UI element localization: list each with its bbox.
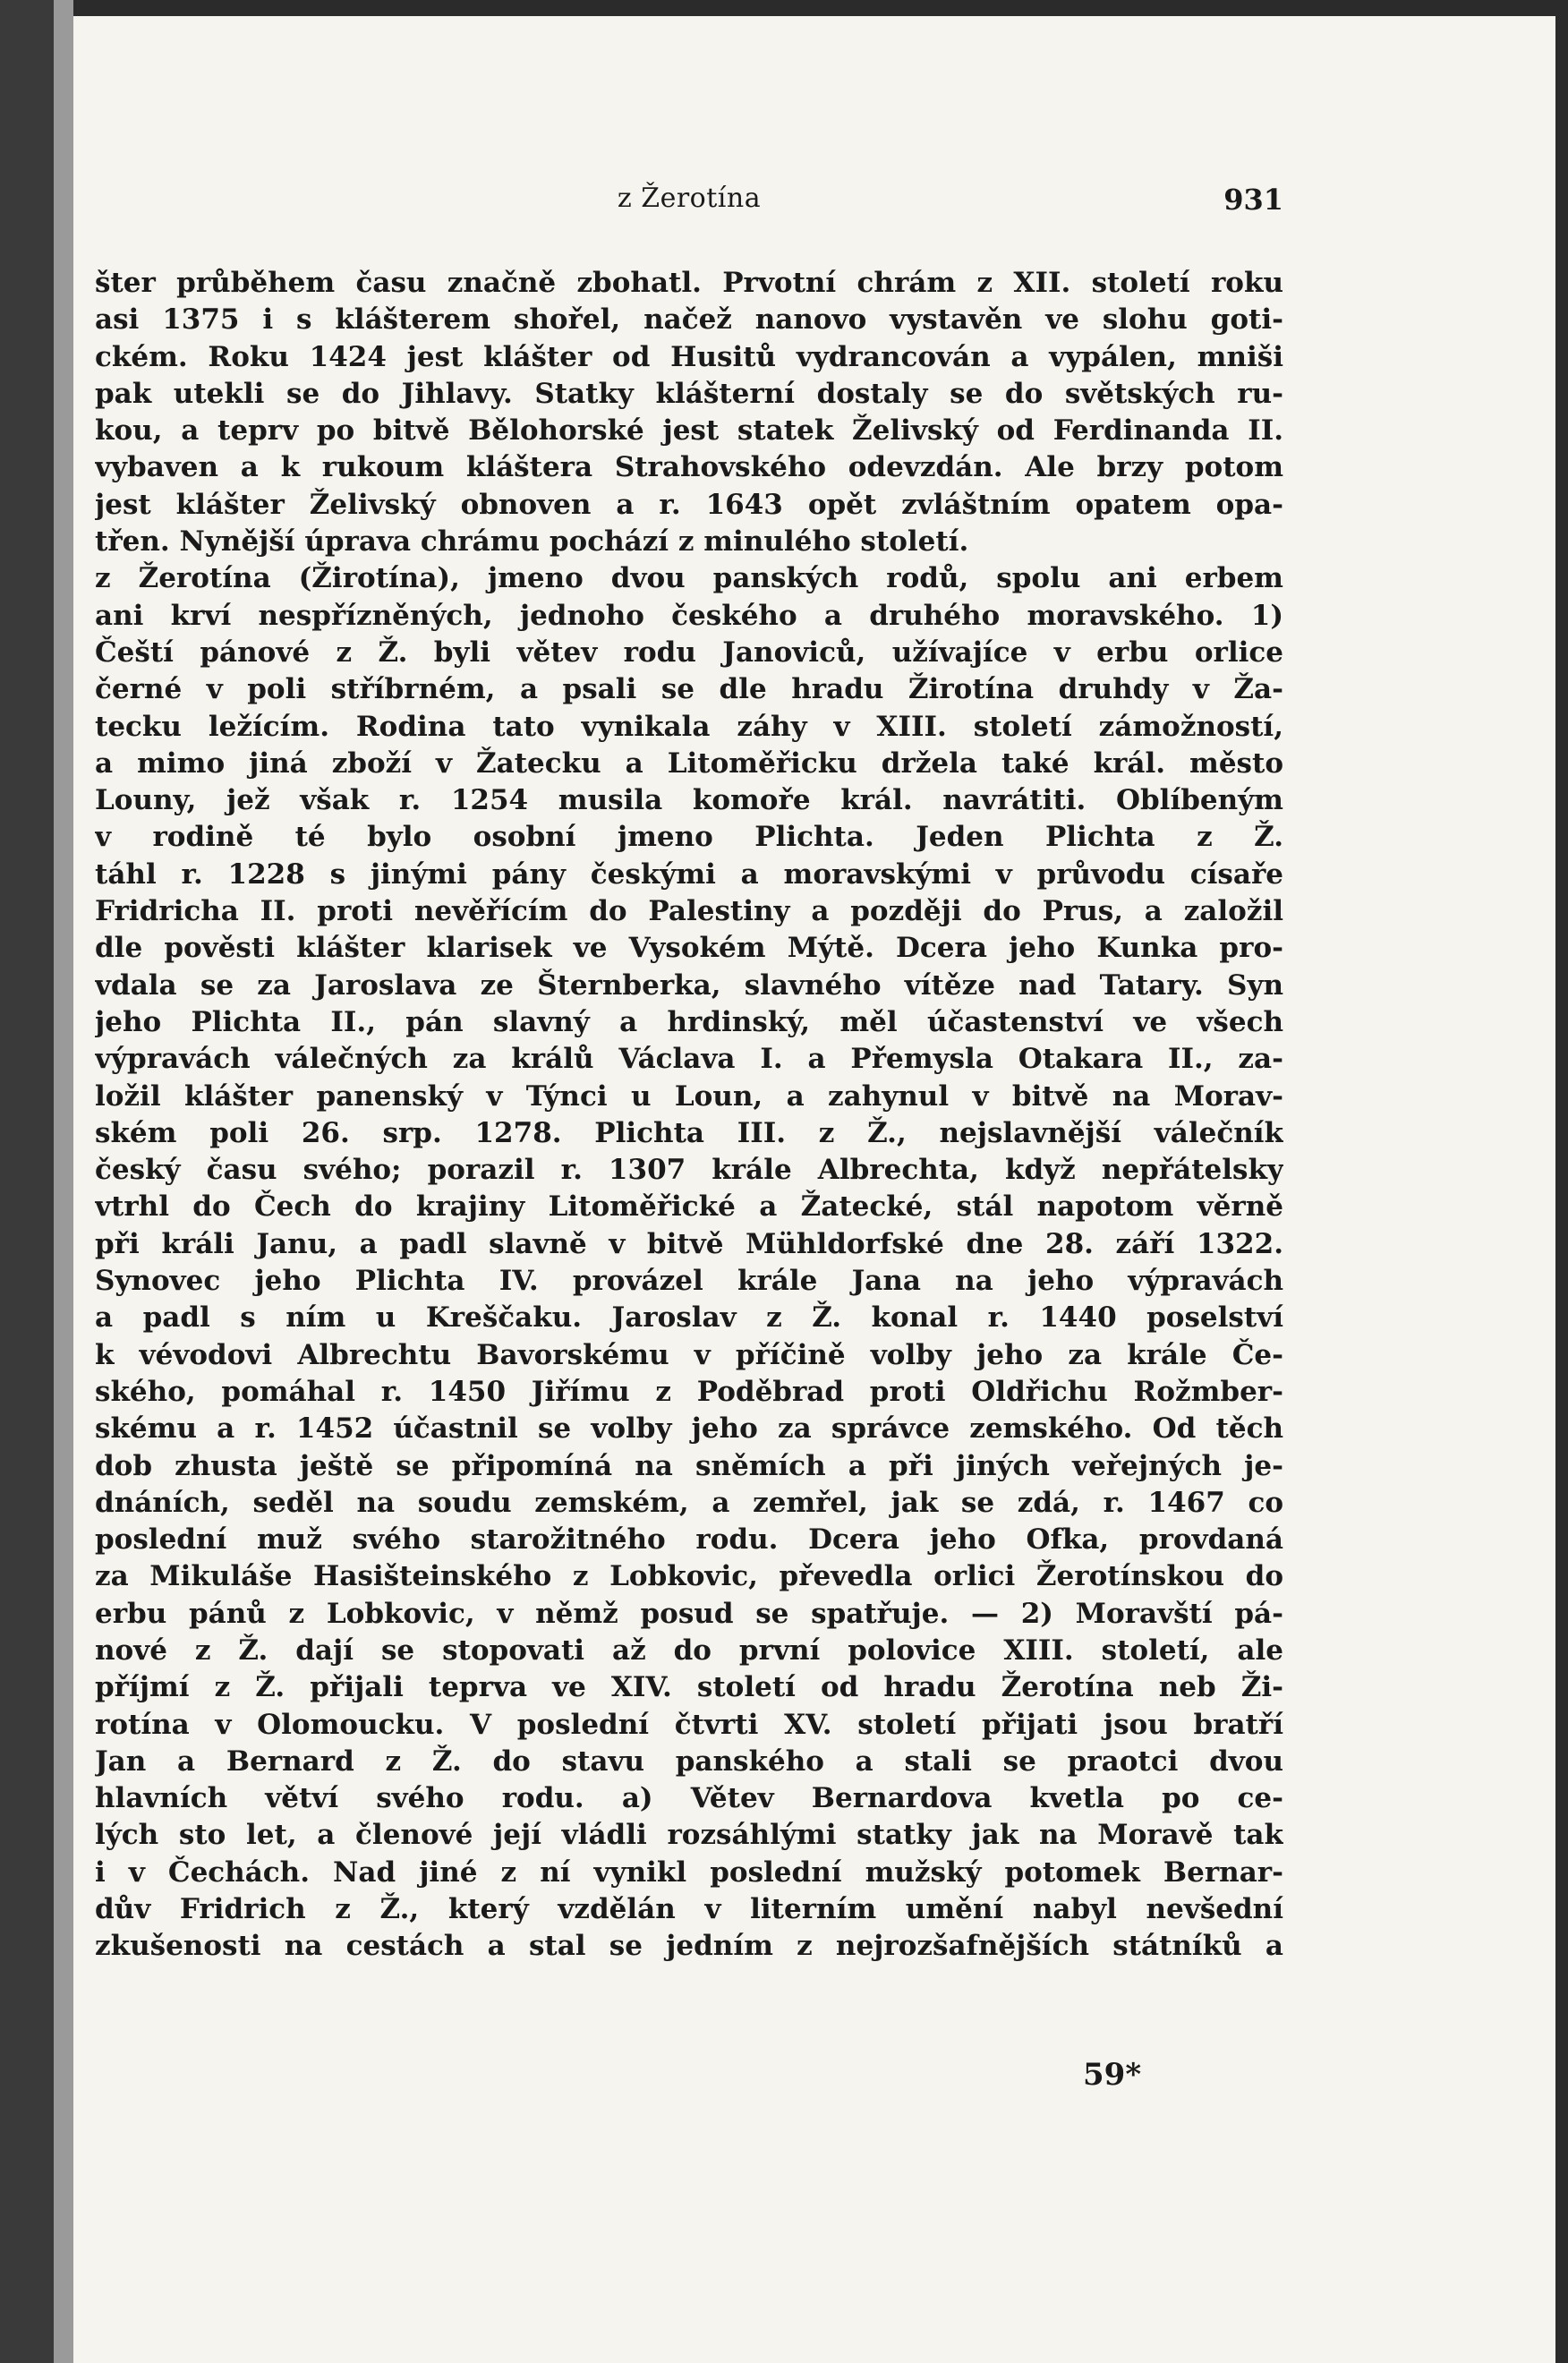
text-line: dův Fridrich z Ž., který vzdělán v literním umění nabyl nevšední xyxy=(95,1893,1283,1926)
text-line: při králi Janu, a padl slavně v bitvě Mühldorfské dne 28. září 1322. xyxy=(95,1227,1283,1260)
text-line: a mimo jiná zboží v Žatecku a Litoměřicku držela také král. město xyxy=(95,746,1283,780)
text-line: nové z Ž. dají se stopovati až do první polovice XIII. století, ale xyxy=(95,1634,1283,1667)
text-line: český času svého; porazil r. 1307 krále Albrechta, když nepřátelsky xyxy=(95,1154,1283,1187)
text-line: poslední muž svého starožitného rodu. Dcera jeho Ofka, provdaná xyxy=(95,1523,1283,1557)
text-line: kou, a teprv po bitvě Bělohorské jest statek Želivský od Ferdinanda II. xyxy=(95,414,1283,448)
page-number: 931 xyxy=(1223,183,1283,217)
text-line: skému a r. 1452 účastnil se volby jeho za správce zemského. Od těch xyxy=(95,1412,1283,1446)
text-line: vybaven a k rukoum kláštera Strahovského odevzdán. Ale brzy potom xyxy=(95,451,1283,484)
scan-border-top xyxy=(73,0,1555,16)
text-line: vtrhl do Čech do krajiny Litoměřické a Žatecké, stál napotom věrně xyxy=(95,1190,1283,1224)
text-line: Jan a Bernard z Ž. do stavu panského a stali se praotci dvou xyxy=(95,1745,1283,1778)
text-line: i v Čechách. Nad jiné z ní vynikl poslední mužský potomek Bernar- xyxy=(95,1855,1283,1889)
text-line: za Mikuláše Hasišteinského z Lobkovic, převedla orlici Žerotínskou do xyxy=(95,1560,1283,1593)
page-header xyxy=(95,183,1283,218)
text-line: černé v poli stříbrném, a psali se dle hradu Žirotína druhdy v Ža- xyxy=(95,673,1283,706)
text-line: ani krví nespřízněných, jednoho českého a druhého moravského. 1) xyxy=(95,599,1283,632)
text-line: k vévodovi Albrechtu Bavorskému v příčině volby jeho za krále Če- xyxy=(95,1338,1283,1371)
text-line: Synovec jeho Plichta IV. provázel krále Jana na jeho výpravách xyxy=(95,1265,1283,1298)
text-line: jeho Plichta II., pán slavný a hrdinský, měl účastenství ve všech xyxy=(95,1005,1283,1038)
text-line: příjmí z Ž. přijali teprva ve XIV. století od hradu Žerotína neb Ži- xyxy=(95,1671,1283,1704)
sheet-signature: 59* xyxy=(1083,2057,1142,2093)
text-line: šter průběhem času značně zbohatl. Prvotní chrám z XII. století roku xyxy=(95,267,1283,299)
text-line: třen. Nynější úprava chrámu pochází z minulého století. xyxy=(95,525,969,559)
text-line: dnáních, seděl na soudu zemském, a zemřel, jak se zdá, r. 1467 co xyxy=(95,1486,1283,1519)
text-line: rotína v Olomoucku. V poslední čtvrti XV. století přijati jsou bratří xyxy=(95,1708,1283,1741)
text-line: zkušenosti na cestách a stal se jedním z nejrozšafnějších státníků a xyxy=(95,1930,1283,1963)
text-line: dob zhusta ještě se připomíná na sněmích a při jiných veřejných je- xyxy=(95,1449,1283,1482)
text-line: v rodině té bylo osobní jmeno Plichta. Jeden Plichta z Ž. xyxy=(95,821,1283,854)
text-line: z Žerotína (Žirotína), jmeno dvou panských rodů, spolu ani erbem xyxy=(95,562,1283,595)
scan-border-right xyxy=(1555,0,1568,2363)
text-line: Louny, jež však r. 1254 musila komoře král. navrátiti. Oblíbeným xyxy=(95,784,1283,817)
scan-border-left-inner xyxy=(54,0,73,2363)
text-line: výpravách válečných za králů Václava I. a Přemysla Otakara II., za- xyxy=(95,1043,1283,1076)
text-line: asi 1375 i s klášterem shořel, načež nanovo vystavěn ve slohu goti- xyxy=(95,303,1283,337)
text-line: pak utekli se do Jihlavy. Statky klášterní dostaly se do světských ru- xyxy=(95,377,1283,410)
text-line: a padl s ním u Kreščaku. Jaroslav z Ž. konal r. 1440 poselství xyxy=(95,1301,1283,1335)
text-line: tecku ležícím. Rodina tato vynikala záhy v XIII. století zámožností, xyxy=(95,710,1283,743)
text-line: ckém. Roku 1424 jest klášter od Husitů vydrancován a vypálen, mniši xyxy=(95,340,1283,373)
text-line: ském poli 26. srp. 1278. Plichta III. z Ž., nejslavnější válečník xyxy=(95,1116,1283,1149)
text-line: hlavních větví svého rodu. a) Větev Bernardova kvetla po ce- xyxy=(95,1782,1283,1815)
text-line: Fridricha II. proti nevěřícím do Palestiny a později do Prus, a založil xyxy=(95,895,1283,928)
text-line: erbu pánů z Lobkovic, v němž posud se spatřuje. — 2) Moravští pá- xyxy=(95,1597,1283,1630)
text-line: ského, pomáhal r. 1450 Jiřímu z Poděbrad proti Oldřichu Rožmber- xyxy=(95,1375,1283,1408)
text-line: ložil klášter panenský v Týnci u Loun, a zahynul v bitvě na Morav- xyxy=(95,1079,1283,1113)
text-line: Čeští pánové z Ž. byli větev rodu Janoviců, užívajíce v erbu orlice xyxy=(95,636,1283,669)
text-line: lých sto let, a členové její vládli rozsáhlými statky jak na Moravě tak xyxy=(95,1819,1283,1852)
text-line: vdala se za Jaroslava ze Šternberka, slavného vítěze nad Tatary. Syn xyxy=(95,968,1283,1002)
text-line: dle pověsti klášter klarisek ve Vysokém Mýtě. Dcera jeho Kunka pro- xyxy=(95,932,1283,965)
text-line: táhl r. 1228 s jinými pány českými a moravskými v průvodu císaře xyxy=(95,857,1283,891)
running-head: z Žerotína xyxy=(617,183,762,214)
body-text xyxy=(95,265,1283,1966)
text-line: jest klášter Želivský obnoven a r. 1643 opět zvláštním opatem opa- xyxy=(95,488,1283,521)
